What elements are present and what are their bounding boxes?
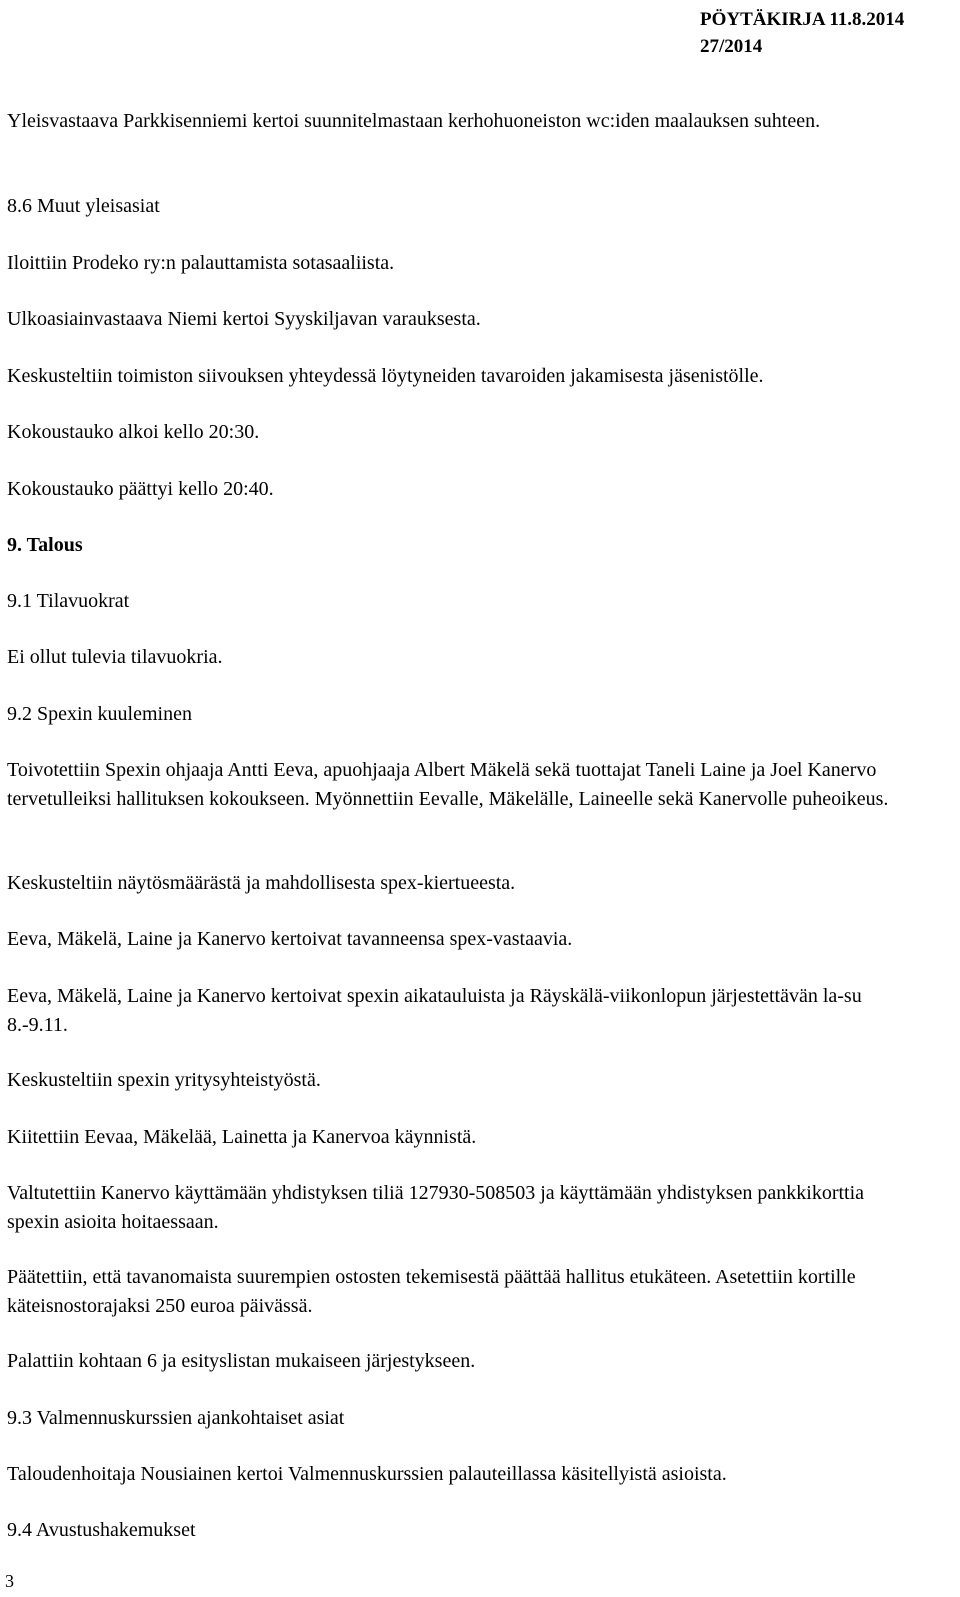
paragraph-office-cleaning: Keskusteltiin toimiston siivouksen yhteydessä löytyneiden tavaroiden jakamisesta jäsenistölle. [7, 365, 764, 387]
paragraph-show-count: Keskusteltiin näytösmäärästä ja mahdollisesta spex-kiertueesta. [7, 872, 516, 894]
document-header [700, 6, 950, 60]
section-heading-9-1: 9.1 Tilavuokrat [7, 590, 130, 612]
section-heading-9: 9. Talous [7, 534, 83, 556]
paragraph-account-authorization: Valtutettiin Kanervo käyttämään yhdistyksen tiliä 127930-508503 ja käyttämään yhdistyksen pankkikorttia spexin asioita hoitaessaan. [7, 1182, 865, 1233]
paragraph-no-rents: Ei ollut tulevia tilavuokria. [7, 646, 223, 668]
paragraph-break-start: Kokoustauko alkoi kello 20:30. [7, 421, 260, 443]
document-title: PÖYTÄKIRJA 11.8.2014 [700, 9, 905, 30]
section-heading-9-4: 9.4 Avustushakemukset [7, 1519, 196, 1541]
paragraph-prodeko: Iloittiin Prodeko ry:n palauttamista sotasaaliista. [7, 252, 395, 274]
paragraph-thanks: Kiitettiin Eevaa, Mäkelää, Lainetta ja Kanervoa käynnistä. [7, 1126, 477, 1148]
paragraph-purchase-decision: Päätettiin, että tavanomaista suurempien ostosten tekemisestä päättää hallitus etukäteen. Asetettiin kortille käteisnostorajaksi 250 euroa päivässä. [7, 1266, 856, 1317]
paragraph-spex-schedule: Eeva, Mäkelä, Laine ja Kanervo kertoivat spexin aikatauluista ja Räyskälä-viikonlopun järjestettävän la-su 8.-9.11. [7, 985, 862, 1036]
paragraph-return-to-agenda: Palattiin kohtaan 6 ja esityslistan mukaiseen järjestykseen. [7, 1350, 476, 1372]
section-heading-8-6: 8.6 Muut yleisasiat [7, 195, 160, 217]
paragraph-syyskiljava: Ulkoasiainvastaava Niemi kertoi Syyskiljavan varauksesta. [7, 308, 481, 330]
paragraph-spex-welcome: Toivotettiin Spexin ohjaaja Antti Eeva, apuohjaaja Albert Mäkelä sekä tuottajat Taneli Laine ja Joel Kanervo tervetulleiksi hallituksen kokoukseen. Myönnettiin Eevalle, Mäkelälle, Laineelle sekä Kanervolle puheoikeus. [7, 759, 889, 810]
document-number: 27/2014 [700, 36, 763, 57]
paragraph-spex-contacts: Eeva, Mäkelä, Laine ja Kanervo kertoivat tavanneensa spex-vastaavia. [7, 928, 573, 950]
paragraph-break-end: Kokoustauko päättyi kello 20:40. [7, 478, 274, 500]
paragraph-corporate-cooperation: Keskusteltiin spexin yritysyhteistyöstä. [7, 1069, 321, 1091]
page-number: 3 [5, 1571, 14, 1591]
paragraph-wc-painting: Yleisvastaava Parkkisenniemi kertoi suunnitelmastaan kerhohuoneiston wc:iden maalauksen suhteen. [7, 110, 821, 132]
section-heading-9-2: 9.2 Spexin kuuleminen [7, 703, 192, 725]
paragraph-feedback-evening: Taloudenhoitaja Nousiainen kertoi Valmennuskurssien palauteillassa käsitellyistä asioista. [7, 1463, 727, 1485]
section-heading-9-3: 9.3 Valmennuskurssien ajankohtaiset asiat [7, 1407, 345, 1429]
